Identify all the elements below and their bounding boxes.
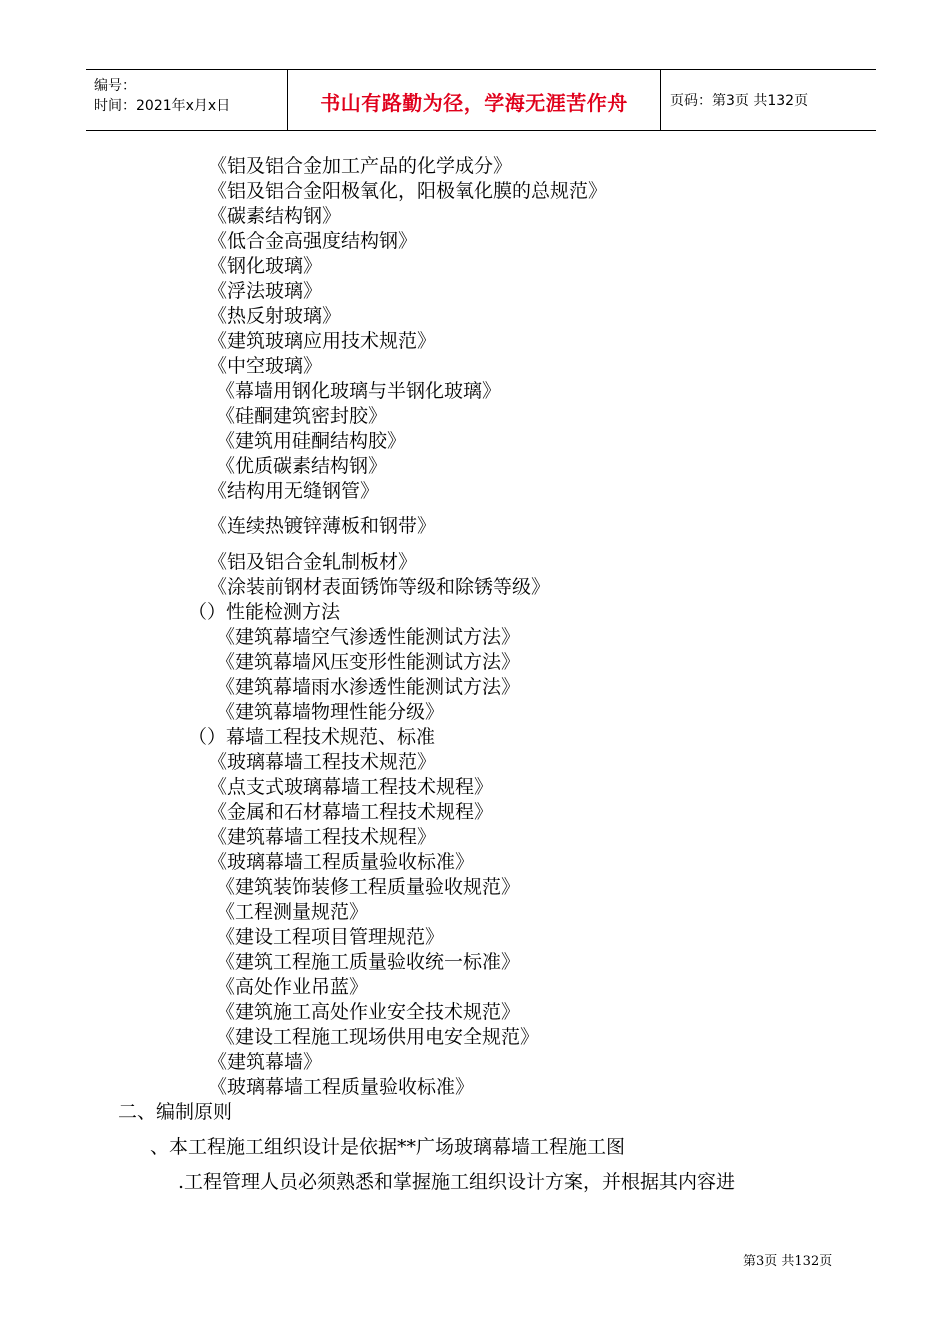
section-heading: （）性能检测方法 (188, 601, 341, 623)
page-footer: 第3页 共132页 (743, 1254, 833, 1269)
text-line: 《建筑工程施工质量验收统一标准》 (216, 951, 521, 973)
text-line: 《建筑施工高处作业安全技术规范》 (216, 1001, 521, 1023)
text-line: 《建筑幕墙雨水渗透性能测试方法》 (216, 676, 521, 698)
section-heading: （）幕墙工程技术规范、标准 (188, 726, 436, 748)
text-line: 《高处作业吊蓝》 (216, 976, 369, 998)
text-line: 《连续热镀锌薄板和钢带》 (208, 515, 437, 537)
header-divider (660, 70, 661, 130)
text-line: 《铝及铝合金轧制板材》 (208, 551, 418, 573)
text-line: 《点支式玻璃幕墙工程技术规程》 (208, 776, 494, 798)
text-line: 《建筑用硅酮结构胶》 (216, 430, 407, 452)
text-line: 《优质碳素结构钢》 (216, 455, 388, 477)
text-line: 《玻璃幕墙工程质量验收标准》 (208, 851, 475, 873)
number-label: 编号： (94, 78, 136, 94)
section-heading: 二、编制原则 (118, 1101, 233, 1123)
page-header (86, 69, 876, 131)
text-line: 《玻璃幕墙工程质量验收标准》 (208, 1076, 475, 1098)
text-line: 《建筑幕墙风压变形性能测试方法》 (216, 651, 521, 673)
header-meta (94, 76, 230, 116)
text-line: 《结构用无缝钢管》 (208, 480, 380, 502)
paragraph-line: 、本工程施工组织设计是依据**广场玻璃幕墙工程施工图 (150, 1136, 626, 1158)
text-line: 《建筑装饰装修工程质量验收规范》 (216, 876, 521, 898)
text-line: 《建筑幕墙工程技术规程》 (208, 826, 437, 848)
text-line: 《中空玻璃》 (208, 355, 323, 377)
text-line: 《硅酮建筑密封胶》 (216, 405, 388, 427)
paragraph-line: .工程管理人员必须熟悉和掌握施工组织设计方案，并根据其内容进 (178, 1171, 736, 1193)
text-line: 《铝及铝合金阳极氧化，阳极氧化膜的总规范》 (208, 180, 608, 202)
text-line: 《玻璃幕墙工程技术规范》 (208, 751, 437, 773)
text-line: 《建设工程施工现场供用电安全规范》 (216, 1026, 540, 1048)
header-motto: 书山有路勤为径，学海无涯苦作舟 (320, 91, 628, 115)
text-line: 《幕墙用钢化玻璃与半钢化玻璃》 (216, 380, 502, 402)
text-line: 《铝及铝合金加工产品的化学成分》 (208, 155, 513, 177)
text-line: 《建筑幕墙》 (208, 1051, 323, 1073)
text-line: 《建筑幕墙空气渗透性能测试方法》 (216, 626, 521, 648)
text-line: 《浮法玻璃》 (208, 280, 323, 302)
text-line: 《工程测量规范》 (216, 901, 369, 923)
text-line: 《低合金高强度结构钢》 (208, 230, 418, 252)
text-line: 《涂装前钢材表面锈饰等级和除锈等级》 (208, 576, 551, 598)
text-line: 《建设工程项目管理规范》 (216, 926, 445, 948)
text-line: 《碳素结构钢》 (208, 205, 342, 227)
text-line: 《热反射玻璃》 (208, 305, 342, 327)
text-line: 《金属和石材幕墙工程技术规程》 (208, 801, 494, 823)
text-line: 《建筑玻璃应用技术规范》 (208, 330, 437, 352)
text-line: 《钢化玻璃》 (208, 255, 323, 277)
time-label: 时间：2021年x月x日 (94, 98, 231, 114)
header-page-number: 页码：第3页 共132页 (670, 93, 809, 109)
text-line: 《建筑幕墙物理性能分级》 (216, 701, 445, 723)
